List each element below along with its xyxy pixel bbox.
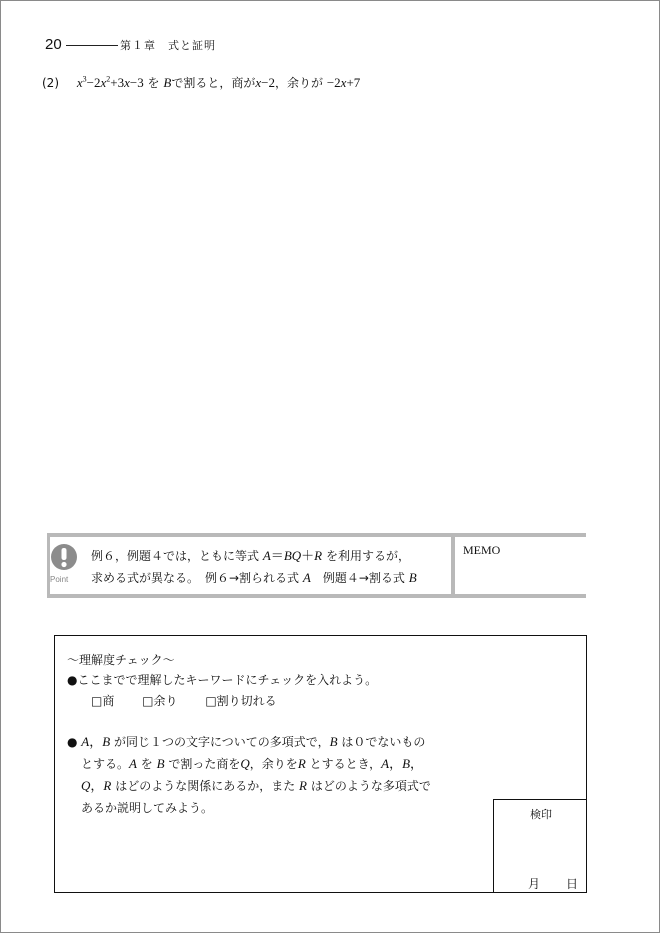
- point-label: Point: [50, 575, 69, 584]
- question-3a: はどのような関係にあるか，また: [115, 779, 296, 793]
- var-Q: Q: [240, 756, 250, 771]
- question-1a: が同じ１つの文字についての多項式で，: [114, 735, 330, 749]
- var-B-2: B: [408, 570, 417, 585]
- keyword-checkbox-quotient[interactable]: □商: [91, 694, 115, 708]
- day-label: 日: [566, 877, 579, 891]
- page-number: 20: [45, 36, 62, 53]
- var-Q-R: Q，R: [81, 778, 112, 793]
- identity-expr: A＝BQ＋R: [262, 548, 323, 563]
- question-line-2: とする。A を B で割った商をQ，余りをR とするとき，A，B，: [81, 756, 424, 771]
- problem-text-1: を: [147, 76, 160, 90]
- question-2b: で割った商を: [168, 757, 241, 771]
- point-border-bottom: [47, 594, 586, 598]
- point-line-2: [91, 567, 417, 589]
- var-A-2: A: [129, 756, 137, 771]
- problem-number: (2): [42, 76, 59, 90]
- var-B-3: B: [329, 734, 338, 749]
- var-A-B: A，B，: [381, 756, 424, 771]
- question-line-4: あるか説明してみよう。: [81, 801, 214, 815]
- check-question: [67, 731, 431, 819]
- question-line-3: [67, 775, 431, 797]
- check-title: ～理解度チェック～: [67, 653, 175, 667]
- question-3b: はどのような多項式で: [310, 779, 431, 793]
- point-divider: [451, 537, 455, 594]
- dividend-expr: $x^3-2x^2+3x-3$: [76, 74, 144, 90]
- question-1b: は０でないもの: [341, 735, 426, 749]
- understanding-check-box: [54, 635, 587, 893]
- question-line-1: ● A，B が同じ１つの文字についての多項式で，B は０でないもの: [67, 734, 426, 749]
- var-R: R: [297, 756, 306, 771]
- stamp-label: 検印: [530, 808, 552, 821]
- var-R-2: R: [299, 778, 307, 793]
- approval-stamp-box: [493, 799, 586, 892]
- var-AB: A，B: [81, 734, 111, 749]
- problem-text-3: ，余りが: [274, 76, 323, 90]
- point-border-top: [47, 533, 586, 537]
- keyword-checkbox-remainder[interactable]: □余り: [142, 694, 178, 708]
- keyword-checkbox-divisible[interactable]: □割り切れる: [205, 694, 277, 708]
- question-2a: とする。: [81, 757, 130, 771]
- chapter-title: 第１章 式と証明: [120, 39, 216, 52]
- remainder-expr: −2x+7: [326, 75, 361, 90]
- question-2c: ，余りを: [249, 757, 298, 771]
- var-B-4: B: [156, 756, 165, 771]
- point-line-2a: 求める式が異なる。 例６→割られる式: [91, 571, 300, 585]
- memo-label: MEMO: [463, 543, 501, 557]
- month-label: 月: [528, 877, 541, 891]
- header-rule: [66, 45, 118, 46]
- point-box: [47, 533, 586, 598]
- exclamation-icon: [50, 543, 78, 571]
- var-A: A: [302, 570, 311, 585]
- point-line-1: [91, 545, 417, 567]
- check-instruction: ●ここまでで理解したキーワードにチェックを入れよう。: [67, 673, 378, 687]
- question-2d: とするとき，: [309, 757, 382, 771]
- point-line-1b: を利用するが，: [325, 549, 410, 563]
- keyword-options: [91, 692, 301, 709]
- problem-2: [42, 74, 360, 91]
- stamp-date: [528, 875, 578, 892]
- var-B: B: [163, 75, 172, 90]
- point-text: [91, 545, 417, 589]
- quotient-expr: x−2: [255, 75, 275, 90]
- point-line-1a: 例６，例題４では，ともに等式: [91, 549, 260, 563]
- problem-text-2: で割ると，商が: [171, 76, 256, 90]
- point-line-2b: 例題４→割る式: [322, 571, 405, 585]
